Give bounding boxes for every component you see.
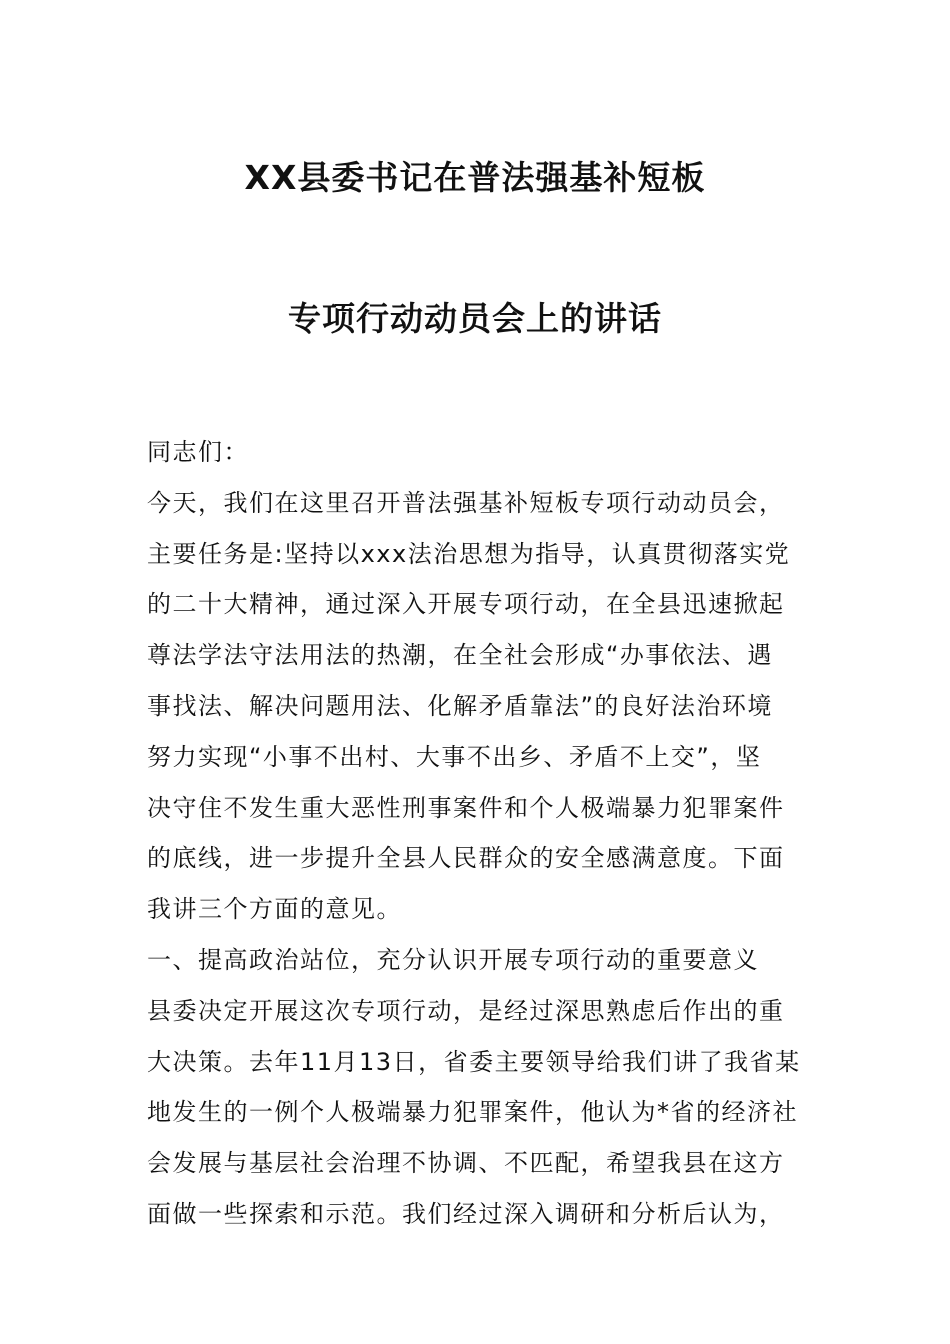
body-line: 决守住不发生重大恶性刑事案件和个人极端暴力犯罪案件 — [147, 793, 785, 822]
body-line: 大决策。去年11月13日，省委主要领导给我们讲了我省某 — [147, 1047, 801, 1076]
body-line: 我讲三个方面的意见。 — [147, 895, 402, 924]
body-line: 主要任务是:坚持以xxx法治思想为指导，认真贯彻落实党 — [147, 539, 791, 568]
body-line: 尊法学法守法用法的热潮，在全社会形成“办事依法、遇 — [147, 641, 773, 670]
body-line: 面做一些探索和示范。我们经过深入调研和分析后认为， — [147, 1199, 785, 1228]
body-line: 今天，我们在这里召开普法强基补短板专项行动动员会， — [147, 488, 785, 517]
body-line: 的二十大精神，通过深入开展专项行动，在全县迅速掀起 — [147, 590, 785, 619]
body-line: 地发生的一例个人极端暴力犯罪案件，他认为*省的经济社 — [147, 1098, 798, 1127]
body-line: 会发展与基层社会治理不协调、不匹配，希望我县在这方 — [147, 1149, 785, 1178]
body-line: 县委决定开展这次专项行动，是经过深思熟虑后作出的重 — [147, 996, 785, 1025]
body-line: 的底线，进一步提升全县人民群众的安全感满意度。下面 — [147, 844, 785, 873]
salutation: 同志们： — [147, 438, 249, 466]
document-title-line-1: XX县委书记在普法强基补短板 — [244, 158, 706, 197]
section-heading: 一、提高政治站位，充分认识开展专项行动的重要意义 — [147, 945, 759, 974]
document-body — [147, 427, 817, 1240]
body-line: 努力实现“小事不出村、大事不出乡、矛盾不上交”，坚 — [147, 742, 762, 771]
body-line: 事找法、解决问题用法、化解矛盾靠法”的良好法治环境 — [147, 691, 773, 720]
document-title-line-2: 专项行动动员会上的讲话 — [288, 299, 662, 338]
